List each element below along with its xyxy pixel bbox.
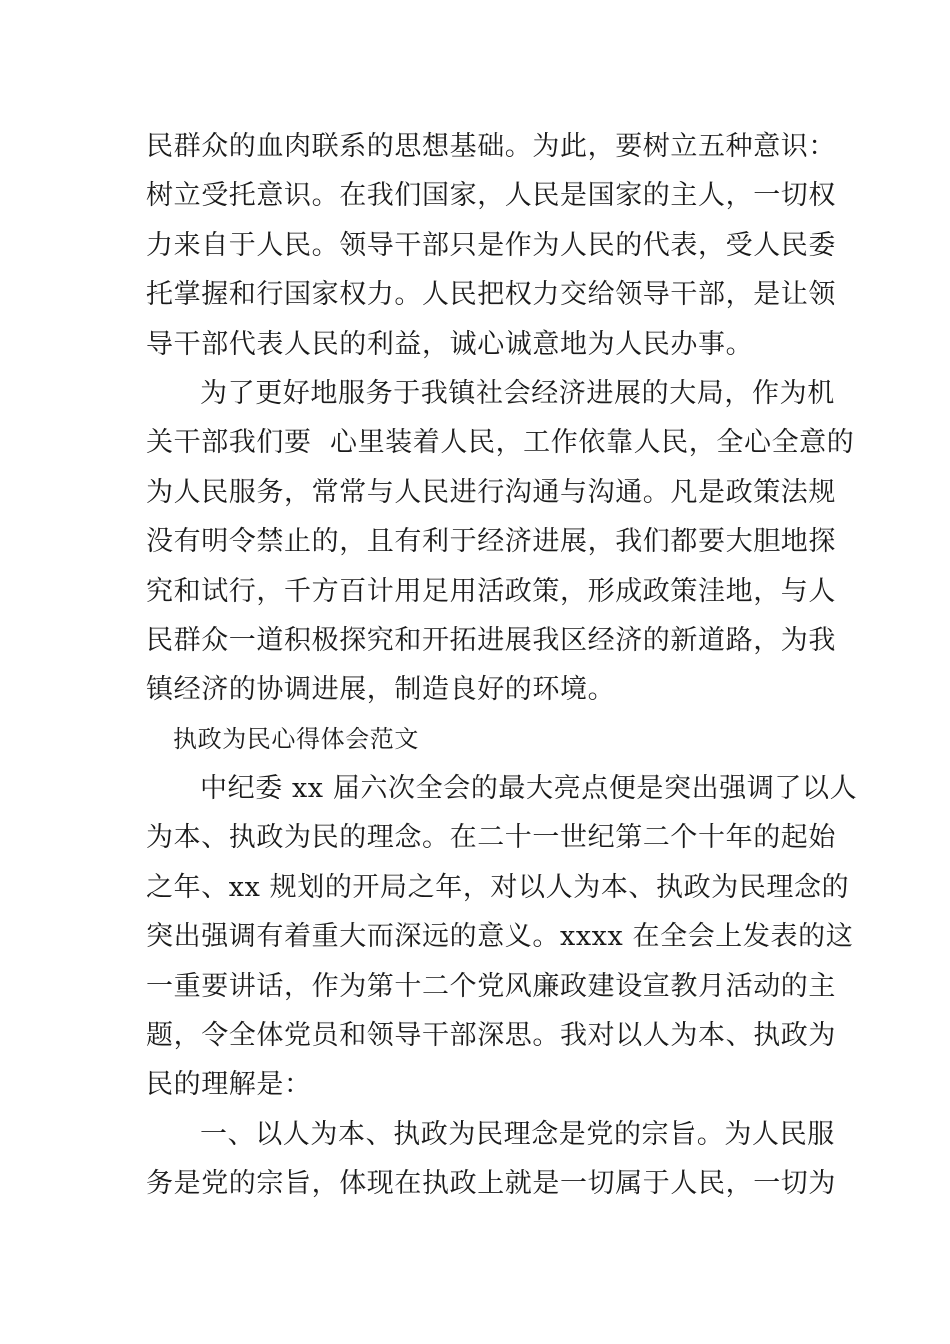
text-line: 为本、执政为民的理念。在二十一世纪第二个十年的起始 — [146, 822, 836, 854]
text-line: 关干部我们要 心里装着人民，工作依靠人民，全心全意的 — [146, 427, 855, 459]
text-line: 题，令全体党员和领导干部深思。我对以人为本、执政为 — [146, 1020, 836, 1052]
text-line: 民群众一道积极探究和开拓进展我区经济的新道路，为我 — [146, 624, 836, 656]
text-line: 托掌握和行国家权力。人民把权力交给领导干部，是让领 — [146, 279, 836, 311]
text-line: 为人民服务，常常与人民进行沟通与沟通。凡是政策法规 — [146, 476, 836, 508]
text-line: 民的理解是： — [146, 1069, 312, 1101]
text-line: 务是党的宗旨，体现在执政上就是一切属于人民，一切为 — [146, 1168, 836, 1200]
text-line: 力来自于人民。领导干部只是作为人民的代表，受人民委 — [146, 229, 836, 261]
text-line: 民群众的血肉联系的思想基础。为此，要树立五种意识： — [146, 131, 836, 162]
text-line: 之年、xx 规划的开局之年，对以人为本、执政为民理念的 — [146, 871, 850, 903]
text-line: 树立受托意识。在我们国家，人民是国家的主人，一切权 — [146, 180, 836, 212]
text-line: 导干部代表人民的利益，诚心诚意地为人民办事。 — [146, 328, 754, 360]
text-line: 为了更好地服务于我镇社会经济进展的大局，作为机 — [200, 377, 835, 409]
text-line: 究和试行，千方百计用足用活政策，形成政策洼地，与人 — [146, 575, 836, 607]
text-line: 一重要讲话，作为第十二个党风廉政建设宣教月活动的主 — [146, 970, 836, 1002]
text-line: 镇经济的协调进展，制造良好的环境。 — [146, 674, 616, 706]
section-heading: 执政为民心得体会范文 — [173, 724, 419, 753]
text-line: 没有明令禁止的，且有利于经济进展，我们都要大胆地探 — [146, 526, 836, 558]
text-line: 突出强调有着重大而深远的意义。xxxx 在全会上发表的这 — [146, 921, 854, 953]
text-line: 中纪委 xx 届六次全会的最大亮点便是突出强调了以人 — [200, 773, 858, 805]
document-body — [146, 122, 858, 1209]
text-line: 一、以人为本、执政为民理念是党的宗旨。为人民服 — [200, 1118, 835, 1150]
